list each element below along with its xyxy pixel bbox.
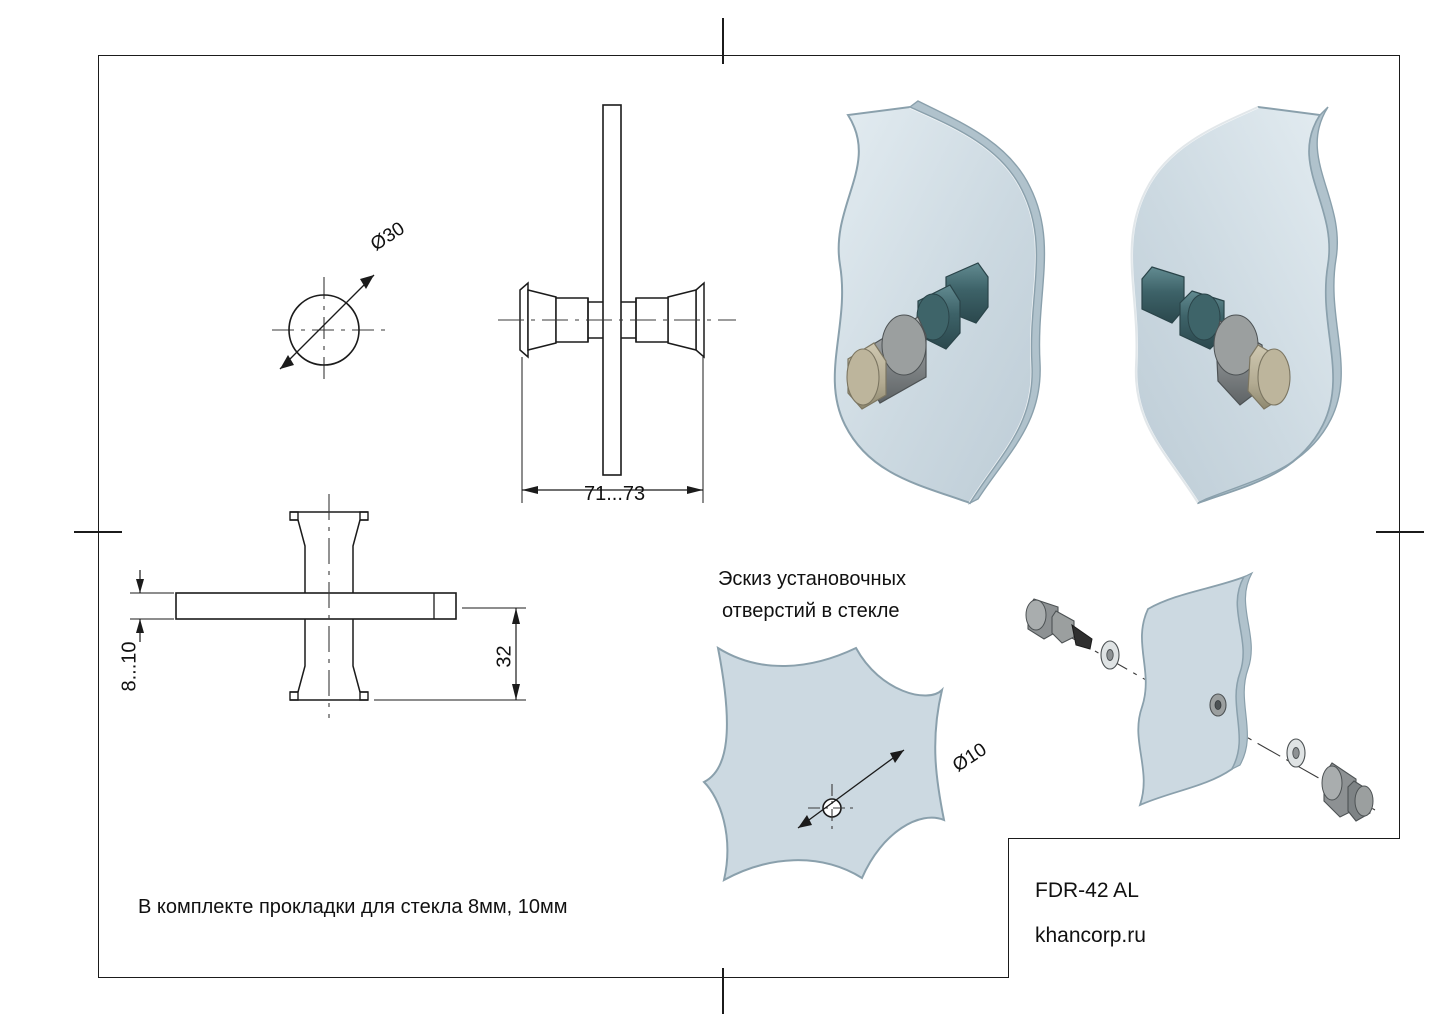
 [1026, 599, 1092, 649]
view-side-section [498, 95, 738, 525]
glass-panel-exploded [1138, 573, 1252, 805]
cap-exploded [1322, 763, 1373, 821]
view-3d-pair [800, 95, 1380, 525]
dim-offset-32: 32 [493, 645, 516, 668]
title-block [1008, 838, 1400, 978]
view-3d-exploded [1000, 565, 1400, 850]
kit-note: В комплекте прокладки для стекла 8мм, 10мм [138, 896, 568, 918]
part-number: FDR-42 AL [1035, 879, 1139, 902]
website-label: khancorp.ru [1035, 924, 1146, 947]
dim-glass-thickness: 8...10 [118, 641, 141, 692]
spacer-middle [1210, 694, 1226, 716]
dim-total-length: 71...73 [584, 483, 646, 505]
sketch-title-line1: Эскиз установочных [718, 568, 906, 590]
dim-hole-diameter: Ø10 [949, 739, 991, 777]
view-top-section [126, 490, 546, 750]
washer-upper [1101, 641, 1119, 669]
washer-lower [1287, 739, 1305, 767]
sketch-title-line2: отверстий в стекле [722, 600, 900, 622]
dim-diameter-head: Ø30 [367, 218, 409, 256]
view-glass-hole-sketch [690, 630, 1050, 960]
